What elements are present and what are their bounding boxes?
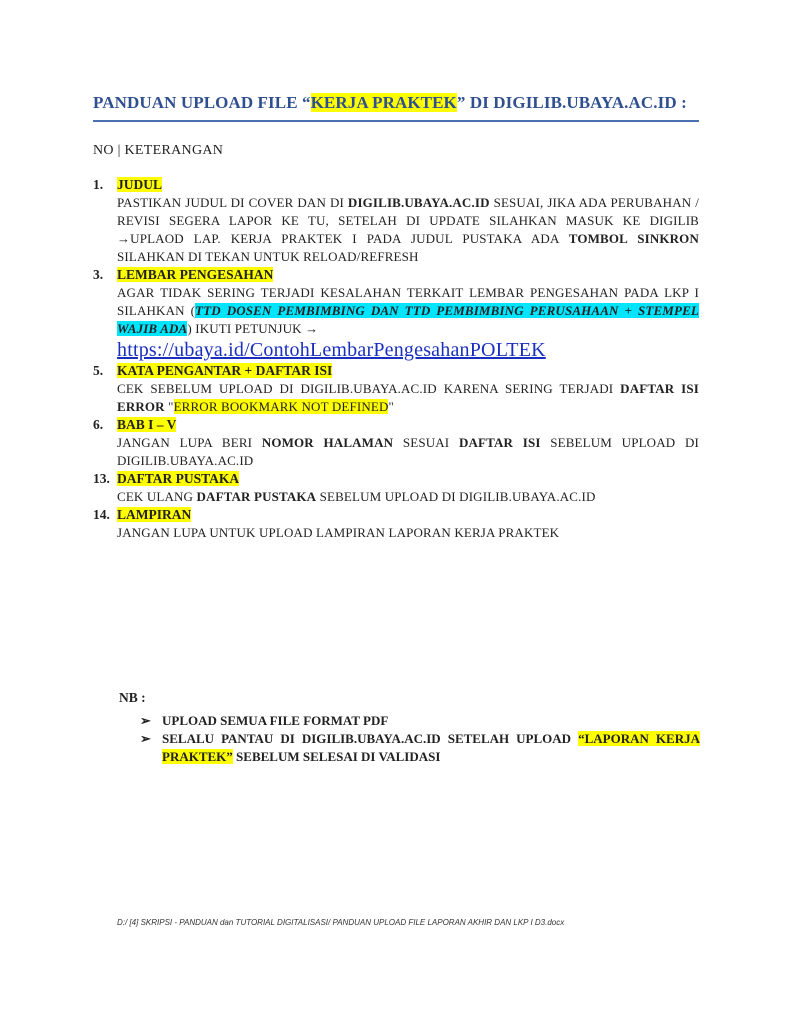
list-item bbox=[93, 470, 699, 506]
item-description bbox=[93, 524, 699, 542]
column-header: NO | KETERANGAN bbox=[93, 143, 224, 158]
text-run: TOMBOL SINKRON bbox=[568, 231, 699, 246]
text-run: DAFTAR PUSTAKA bbox=[196, 489, 317, 504]
text-run: SEBELUM SELESAI DI VALIDASI bbox=[232, 749, 441, 764]
text-run: UPLOAD SEMUA FILE FORMAT PDF bbox=[162, 713, 389, 728]
item-heading bbox=[93, 470, 699, 488]
nb-bullet bbox=[140, 712, 700, 730]
text-run: DAFTAR ISI bbox=[458, 435, 541, 450]
item-number: 5. bbox=[93, 363, 104, 378]
list-item bbox=[93, 506, 699, 542]
text-run: SESUAI bbox=[393, 435, 459, 450]
text-run: DIGILIB.UBAYA.AC.ID bbox=[347, 195, 490, 210]
item-heading bbox=[93, 176, 699, 194]
item-heading-text: KATA PENGANTAR + DAFTAR ISI bbox=[117, 363, 333, 378]
item-heading-text: BAB I – V bbox=[117, 417, 177, 432]
item-heading-text: DAFTAR PUSTAKA bbox=[117, 471, 240, 486]
text-run: SILAHKAN DI TEKAN UNTUK RELOAD/REFRESH bbox=[117, 249, 419, 264]
text-run: " bbox=[164, 399, 174, 414]
text-run: ERROR BOOKMARK NOT DEFINED bbox=[173, 399, 389, 414]
item-number: 6. bbox=[93, 417, 104, 432]
nb-list bbox=[140, 712, 700, 766]
text-run: NOMOR HALAMAN bbox=[261, 435, 394, 450]
title-underline bbox=[93, 120, 699, 122]
item-description bbox=[93, 194, 699, 266]
title-prefix: PANDUAN UPLOAD FILE “ bbox=[93, 93, 311, 112]
list-item bbox=[93, 416, 699, 470]
text-run: CEK ULANG bbox=[117, 489, 197, 504]
arrow-bullet-icon: ➢ bbox=[140, 713, 151, 728]
item-heading-text: JUDUL bbox=[117, 177, 163, 192]
title-highlight: KERJA PRAKTEK bbox=[310, 93, 457, 112]
title-suffix: ” DI DIGILIB.UBAYA.AC.ID : bbox=[456, 93, 687, 112]
text-run: DAFTAR ISI ERROR bbox=[117, 381, 699, 414]
item-heading bbox=[93, 362, 699, 380]
text-run: SEBELUM UPLOAD DI DIGILIB.UBAYA.AC.ID bbox=[316, 489, 596, 504]
nb-bullet bbox=[140, 730, 700, 766]
text-run: PASTIKAN JUDUL DI COVER DAN DI bbox=[117, 195, 348, 210]
text-run: SESUAI, JIKA ADA PERUBAHAN / REVISI SEGERA LAPOR KE TU, SETELAH DI UPDATE SILAHKAN MASUK KE DIGILIB →UPLAOD LAP. KERJA PRAKTEK I PADA JUDUL PUSTAKA ADA bbox=[117, 195, 699, 246]
text-run: “LAPORAN KERJA PRAKTEK” bbox=[162, 731, 700, 764]
item-description bbox=[93, 380, 699, 416]
text-run: JANGAN LUPA BERI bbox=[117, 435, 262, 450]
item-number: 3. bbox=[93, 267, 104, 282]
text-run: AGAR TIDAK SERING TERJADI KESALAHAN TERKAIT LEMBAR PENGESAHAN PADA LKP I SILAHKAN ( bbox=[117, 285, 699, 318]
item-heading-text: LEMBAR PENGESAHAN bbox=[117, 267, 274, 282]
text-run: " bbox=[388, 399, 394, 414]
item-description bbox=[93, 488, 699, 506]
text-run: TTD DOSEN PEMBIMBING DAN TTD PEMBIMBING PERUSAHAAN + STEMPEL WAJIB ADA bbox=[117, 303, 699, 336]
item-number: 1. bbox=[93, 177, 104, 192]
text-run: JANGAN LUPA UNTUK UPLOAD LAMPIRAN LAPORAN KERJA PRAKTEK bbox=[117, 525, 560, 540]
item-heading bbox=[93, 506, 699, 524]
list-item bbox=[93, 176, 699, 266]
item-description bbox=[93, 284, 699, 362]
item-heading bbox=[93, 266, 699, 284]
list-item bbox=[93, 266, 699, 362]
item-list bbox=[93, 176, 699, 542]
nb-label: NB : bbox=[119, 690, 146, 705]
item-description bbox=[93, 434, 699, 470]
item-heading-text: LAMPIRAN bbox=[117, 507, 192, 522]
footer-file-path: D:/ [4] SKRIPSI - PANDUAN dan TUTORIAL DIGITALISASI/ PANDUAN UPLOAD FILE LAPORAN AKHIR DAN LKP I D3.docx bbox=[117, 918, 565, 927]
text-run: ) IKUTI PETUNJUK → bbox=[187, 321, 319, 336]
text-run: SELALU PANTAU DI DIGILIB.UBAYA.AC.ID SETELAH UPLOAD bbox=[162, 731, 579, 746]
list-item bbox=[93, 362, 699, 416]
document-title bbox=[93, 93, 699, 113]
nb-bullet-text bbox=[162, 712, 700, 730]
arrow-bullet-icon: ➢ bbox=[140, 731, 151, 746]
item-heading bbox=[93, 416, 699, 434]
item-number: 13. bbox=[93, 471, 110, 486]
link-contoh-lembar-pengesahan[interactable]: https://ubaya.id/ContohLembarPengesahanPOLTEK bbox=[117, 339, 546, 361]
text-run: SEBELUM UPLOAD DI DIGILIB.UBAYA.AC.ID bbox=[117, 435, 700, 468]
item-number: 14. bbox=[93, 507, 110, 522]
text-run: CEK SEBELUM UPLOAD DI DIGILIB.UBAYA.AC.ID KARENA SERING TERJADI bbox=[117, 381, 621, 396]
nb-bullet-text bbox=[162, 730, 700, 766]
